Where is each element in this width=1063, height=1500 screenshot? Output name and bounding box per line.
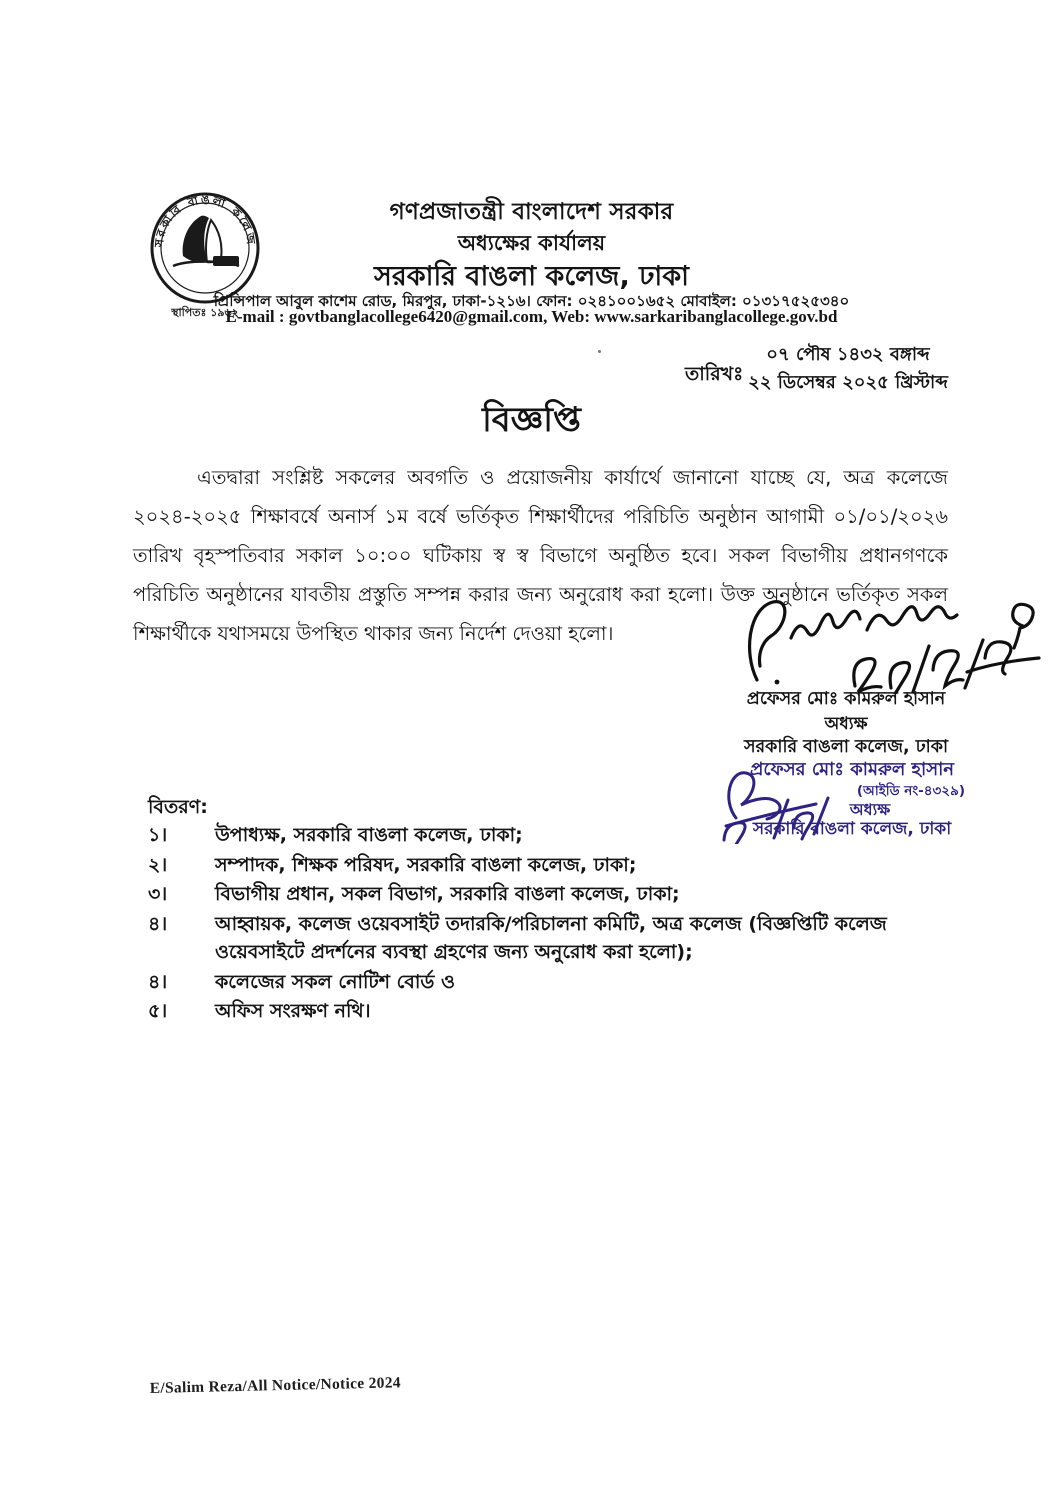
distribution-item [148, 851, 960, 880]
letterhead-address-line: প্রিন্সিপাল আবুল কাশেম রোড, মিরপুর, ঢাকা-১২১৬। ফোন: ০২৪১০০১৬৫২ মোবাইল: ০১৩১৭৫২৫৩৪০ [213, 292, 850, 310]
distribution-item [148, 968, 960, 997]
distribution-item [148, 821, 960, 850]
distribution-item-text: কলেজের সকল নোটিশ বোর্ড ও [215, 970, 455, 993]
distribution-item-text: বিভাগীয় প্রধান, সকল বিভাগ, সরকারি বাঙলা কলেজ, ঢাকা; [215, 883, 680, 905]
notice-title: বিজ্ঞপ্তি [482, 400, 581, 440]
distribution-item-number: ৪। [148, 912, 168, 935]
distribution-list [148, 821, 960, 1027]
distribution-item-number: ২। [148, 853, 168, 876]
stamp-id-number: (আইডি নং-৪৩২৯) [856, 783, 965, 799]
stamp-college: সরকারি বাঙলা কলেজ, ঢাকা [752, 819, 952, 839]
letterhead-college-name: সরকারি বাঙলা কলেজ, ঢাকা [374, 261, 689, 292]
distribution-item [148, 997, 960, 1026]
signatory-designation: অধ্যক্ষ [824, 714, 868, 734]
notice-body-paragraph: এতদ্বারা সংশ্লিষ্ট সকলের অবগতি ও প্রয়োজনীয় কার্যার্থে জানানো যাচ্ছে যে, অত্র কলেজে ২০২৪-২০২৫ শিক্ষাবর্ষে অনার্স ১ম বর্ষে ভর্তিকৃত শিক্ষার্থীদের পরিচিতি অনুষ্ঠান আগামী ০১/০১/২০২৬ তারিখ বৃহস্পতিবার সকাল ১০:০০ ঘটিকায় স্ব স্ব বিভাগে অনুষ্ঠিত হবে। সকল বিভাগীয় প্রধানগণকে পরিচিতি অনুষ্ঠানের যাবতীয় প্রস্তুতি সম্পন্ন করার জন্য অনুরোধ করা হলো। উক্ত অনুষ্ঠানে ভর্তিকৃত সকল শিক্ষার্থীকে যথাসময়ে উপস্থিত থাকার জন্য নির্দেশ দেওয়া হলো। [133, 466, 948, 645]
letterhead-office-line: অধ্যক্ষের কার্যালয় [457, 231, 606, 255]
seal-ring-text: সরকারি বাঙলা কলেজ [151, 192, 259, 248]
signatory-name: প্রফেসর মোঃ কামরুল হাসান [746, 689, 946, 709]
letterhead-government-line: গণপ্রজাতন্ত্রী বাংলাদেশ সরকার [389, 199, 674, 225]
letterhead-contact-line: E-mail : govtbanglacollege6420@gmail.com, Web: www.sarkaribanglacollege.gov.bd [225, 307, 838, 326]
distribution-item-number: ৫। [148, 1000, 168, 1022]
date-bangla-calendar: ০৭ পৌষ ১৪৩২ বঙ্গাব্দ [766, 344, 930, 365]
distribution-item-text: অফিস সংরক্ষণ নথি। [215, 1000, 371, 1022]
principal-signature-scribble [733, 592, 1045, 694]
date-gregorian-calendar: ২২ ডিসেম্বর ২০২৫ খ্রিস্টাব্দ [748, 372, 948, 393]
distribution-heading: বিতরণ: [148, 796, 208, 818]
date-label: তারিখঃ [685, 363, 744, 385]
distribution-item-text: উপাধ্যক্ষ, সরকারি বাঙলা কলেজ, ঢাকা; [215, 824, 523, 846]
distribution-item [148, 910, 960, 967]
distribution-item-number: ৩। [148, 883, 168, 905]
seal-established-text: স্থাপিতঃ ১৯৬২ [171, 306, 239, 319]
stamp-designation: অধ্যক্ষ [849, 800, 891, 819]
signatory-college: সরকারি বাঙলা কলেজ, ঢাকা [743, 737, 949, 757]
distribution-item-text: আহ্বায়ক, কলেজ ওয়েবসাইট তদারকি/পরিচালনা কমিটি, অত্র কলেজ (বিজ্ঞপ্তিটি কলেজ ওয়েবসাইটে প্রদর্শনের ব্যবস্থা গ্রহণের জন্য অনুরোধ করা হলো); [215, 912, 887, 963]
date-block [748, 341, 948, 397]
distribution-item-number: ৪। [148, 970, 168, 993]
distribution-item [148, 880, 960, 909]
footer-file-reference: E/Salim Reza/All Notice/Notice 2024 [149, 1374, 402, 1398]
stamp-name: প্রফেসর মোঃ কামরুল হাসান [749, 759, 955, 780]
distribution-item-number: ১। [148, 824, 168, 846]
distribution-item-text: সম্পাদক, শিক্ষক পরিষদ, সরকারি বাঙলা কলেজ, ঢাকা; [215, 853, 637, 876]
scan-speck [598, 350, 601, 353]
